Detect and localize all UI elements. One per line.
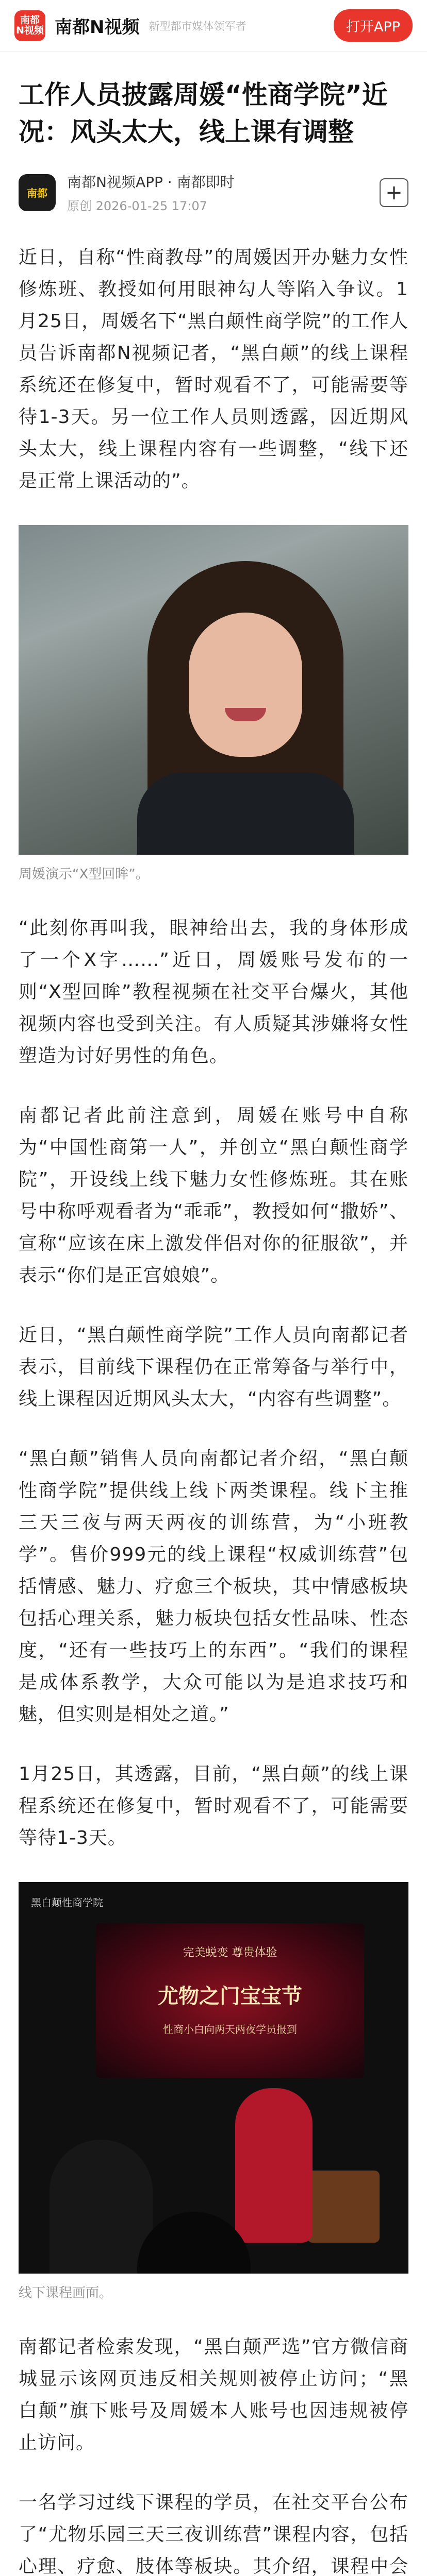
paragraph-2: “此刻你再叫我，眼神给出去，我的身体形成了一个X字……”近日，周媛账号发布的一则“X型回眸”教程视频在社交平台爆火，其他视频内容也受到关注。有人质疑其涉嫌将女性塑造为讨好男性的角色。	[19, 918, 408, 1066]
photo-audience-shape	[137, 2212, 251, 2274]
follow-button[interactable]	[380, 178, 408, 207]
figure-2	[19, 1882, 408, 2303]
plus-icon: +	[385, 180, 403, 205]
figure-1	[19, 525, 408, 885]
app-header	[0, 0, 427, 52]
paragraph-1: 近日，自称“性商教母”的周媛因开办魅力女性修炼班、教授如何用眼神勾人等陷入争议。1月25日，周媛名下“黑白颠性商学院”的工作人员告诉南都N视频记者，“黑白颠”的线上课程系统还在修复中，暂时观看不了，可能需要等待1-3天。另一位工作人员则透露，因近期风头太大，线上课程内容有一些调整，“线下还是正常上课活动的”。	[19, 247, 408, 492]
paragraph-5: “黑白颠”销售人员向南都记者介绍，“黑白颠性商学院”提供线上线下两类课程。线下主推三天三夜与两天两夜的训练营，为“小班教学”。售价999元的线上课程“权威训练营”包括情感、魅力、疗愈三个板块，其中情感板块包括心理关系，魅力板块包括女性品味、性态度，“还有一些技巧上的东西”。“我们的课程是成体系教学，大众可能以为是追求技巧和魅，但实则是相处之道。”	[19, 1448, 408, 1725]
paragraph-3: 南都记者此前注意到，周媛在账号中自称为“中国性商第一人”，并创立“黑白颠性商学院”，开设线上线下魅力女性修炼班。其在账号中称呼观看者为“乖乖”，教授如何“撒娇”、宣称“应该在床上激发伴侣对你的征服欲”，并表示“你们是正宫娘娘”。	[19, 1105, 408, 1286]
photo-woman-demonstration[interactable]	[19, 525, 408, 855]
photo-offline-class[interactable]	[19, 1882, 408, 2274]
screen-line: 性商小白向两天两夜学员报到	[163, 2023, 297, 2036]
app-logo-icon[interactable]	[14, 10, 45, 41]
screen-subtitle: 完美蜕变 尊贵体验	[183, 1946, 277, 1959]
app-name: 南都N视频	[55, 17, 140, 38]
photo-face-shape	[189, 613, 302, 757]
paragraph-8: 一名学习过线下课程的学员，在社交平台公布了“尤物乐园三天三夜训练营”课程内容，包括心理、疗愈、肢体等板块。其介绍，课程中会	[19, 2492, 408, 2576]
photo-audience-shape	[50, 2140, 153, 2274]
paragraph-6: 1月25日，其透露，目前，“黑白颠”的线上课程系统还在修复中，暂时观看不了，可能需要等待1-3天。	[19, 1764, 408, 1849]
source-avatar[interactable]	[19, 174, 56, 211]
paragraph-7: 南都记者检索发现，“黑白颠严选”官方微信商城显示该网页违反相关规则被停止访问；“黑白颠”旗下账号及周媛本人账号也因违规被停止访问。	[19, 2336, 408, 2453]
photo-stage-screen	[96, 1923, 364, 2078]
open-app-button[interactable]: 打开APP	[334, 9, 413, 42]
article-title: 工作人员披露周媛“性商学院”近况：风头太大，线上课有调整	[19, 80, 388, 147]
source-avatar-text: 南都	[27, 187, 47, 199]
photo-presenter-shape	[235, 2088, 313, 2243]
photo-chair-shape	[307, 2171, 380, 2243]
app-slogan: 新型都市媒体领军者	[149, 20, 247, 32]
photo-logo-text: 黑白颠性商学院	[31, 1896, 103, 1909]
source-meta	[67, 171, 380, 214]
publish-time: 原创 2026-01-25 17:07	[67, 199, 207, 213]
screen-title: 尤物之门宝宝节	[158, 1985, 302, 2008]
paragraph-4: 近日，“黑白颠性商学院”工作人员向南都记者表示，目前线下课程仍在正常筹备与举行中，线上课程因近期风头太大，“内容有些调整”。	[19, 1325, 408, 1410]
article	[0, 52, 427, 2576]
figure-1-caption: 周媛演示“X型回眸”。	[19, 867, 149, 882]
photo-clothing-shape	[137, 772, 354, 855]
source-row	[19, 171, 408, 214]
source-name[interactable]: 南都N视频APP · 南都即时	[67, 174, 235, 191]
figure-2-caption: 线下课程画面。	[19, 2285, 113, 2301]
app-logo-text: 南都 N视频	[16, 14, 44, 36]
